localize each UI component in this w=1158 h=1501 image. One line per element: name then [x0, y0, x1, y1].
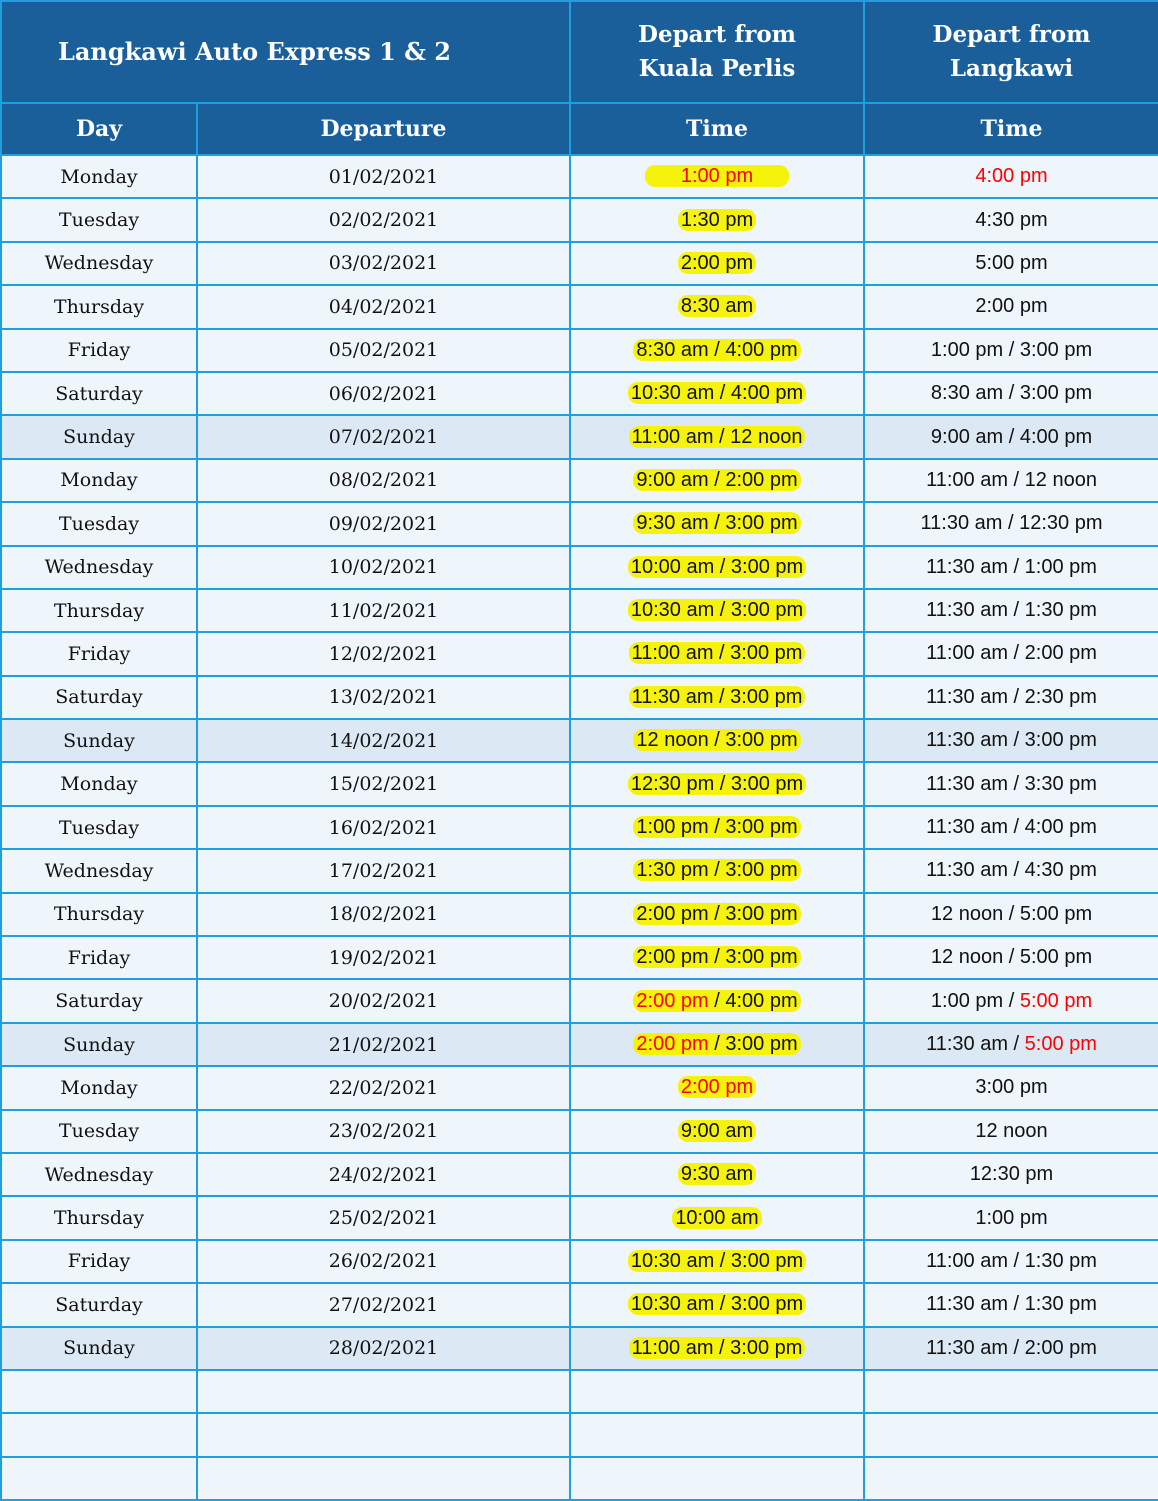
table-row — [1, 719, 1158, 762]
time-segment: 1:30 pm — [680, 208, 754, 231]
time-highlight — [629, 686, 806, 708]
kuala-perlis-time-cell — [570, 242, 864, 285]
day-cell: Wednesday — [1, 242, 197, 285]
time-highlight — [678, 209, 756, 231]
time-highlight — [629, 1337, 806, 1359]
time-segment: / 4:00 pm — [708, 989, 798, 1012]
col-day-header: Day — [1, 103, 197, 155]
table-row — [1, 1196, 1158, 1239]
time-segment: 1:00 pm — [680, 165, 754, 188]
time-segment: 12:30 pm — [969, 1163, 1054, 1186]
langkawi-time-cell — [864, 893, 1158, 936]
empty-cell — [197, 1370, 570, 1413]
empty-cell — [570, 1413, 864, 1456]
header-row-2 — [1, 103, 1158, 155]
time-segment: 10:00 am — [675, 1206, 759, 1229]
day-cell: Saturday — [1, 372, 197, 415]
time-highlight — [628, 773, 806, 795]
day-cell: Sunday — [1, 1327, 197, 1370]
time-segment: 12 noon / 3:00 pm — [636, 729, 798, 752]
time-segment: 12 noon — [975, 1119, 1048, 1142]
time-segment: 11:00 am / 12 noon — [926, 468, 1097, 491]
empty-cell — [864, 1413, 1158, 1456]
time-highlight — [672, 1207, 761, 1229]
kuala-perlis-time-cell — [570, 589, 864, 632]
langkawi-time-cell — [864, 372, 1158, 415]
table-row — [1, 893, 1158, 936]
depart-lk-line1: Depart from — [932, 21, 1091, 48]
table-row — [1, 676, 1158, 719]
table-row — [1, 1153, 1158, 1196]
time-highlight — [633, 339, 800, 361]
kuala-perlis-time-cell — [570, 329, 864, 372]
time-segment: 8:30 am — [680, 295, 754, 318]
empty-cell — [197, 1413, 570, 1456]
langkawi-time-cell — [864, 459, 1158, 502]
depart-kp-line2: Kuala Perlis — [638, 55, 796, 82]
day-cell: Sunday — [1, 1023, 197, 1066]
table-row — [1, 242, 1158, 285]
time-segment: 11:00 am / 2:00 pm — [926, 642, 1097, 665]
kuala-perlis-time-cell — [570, 502, 864, 545]
time-highlight — [633, 859, 800, 881]
day-cell: Thursday — [1, 589, 197, 632]
kuala-perlis-time-cell — [570, 632, 864, 675]
langkawi-time-cell — [864, 415, 1158, 458]
day-cell: Friday — [1, 1240, 197, 1283]
time-segment: 2:00 pm / 3:00 pm — [636, 946, 798, 969]
day-cell: Monday — [1, 1066, 197, 1109]
day-cell: Tuesday — [1, 502, 197, 545]
time-highlight — [633, 729, 800, 751]
kuala-perlis-time-cell — [570, 372, 864, 415]
table-row — [1, 329, 1158, 372]
langkawi-time-cell — [864, 632, 1158, 675]
day-cell: Saturday — [1, 676, 197, 719]
time-segment: 8:30 am / 3:00 pm — [930, 382, 1093, 405]
time-segment: 4:30 pm — [975, 208, 1048, 231]
departure-date-cell: 03/02/2021 — [197, 242, 570, 285]
day-cell: Monday — [1, 459, 197, 502]
langkawi-time-cell — [864, 1066, 1158, 1109]
time-highlight — [628, 1250, 806, 1272]
kuala-perlis-time-cell — [570, 936, 864, 979]
table-row — [1, 1066, 1158, 1109]
langkawi-time-cell — [864, 198, 1158, 241]
header-row-1 — [1, 1, 1158, 103]
departure-date-cell: 08/02/2021 — [197, 459, 570, 502]
table-row — [1, 198, 1158, 241]
langkawi-time-cell — [864, 1327, 1158, 1370]
day-cell: Monday — [1, 155, 197, 198]
time-segment: 11:30 am / 1:00 pm — [926, 555, 1097, 578]
time-segment: 9:00 am — [680, 1119, 754, 1142]
departure-date-cell: 06/02/2021 — [197, 372, 570, 415]
time-segment: 4:00 pm — [975, 165, 1048, 188]
departure-date-cell: 10/02/2021 — [197, 546, 570, 589]
departure-date-cell: 24/02/2021 — [197, 1153, 570, 1196]
table-row — [1, 155, 1158, 198]
time-highlight — [633, 469, 800, 491]
departure-date-cell: 12/02/2021 — [197, 632, 570, 675]
table-row — [1, 762, 1158, 805]
time-highlight — [678, 1163, 756, 1185]
time-highlight — [628, 599, 806, 621]
kuala-perlis-time-cell — [570, 1110, 864, 1153]
time-segment: 11:00 am / 3:00 pm — [631, 1336, 803, 1359]
day-cell: Friday — [1, 632, 197, 675]
langkawi-time-cell — [864, 242, 1158, 285]
time-segment: 2:00 pm — [680, 251, 754, 274]
time-highlight — [678, 252, 756, 274]
depart-kp-line1: Depart from — [638, 21, 797, 48]
day-cell: Wednesday — [1, 849, 197, 892]
time-segment: 1:00 pm / 3:00 pm — [930, 338, 1093, 361]
table-row — [1, 1110, 1158, 1153]
departure-date-cell: 27/02/2021 — [197, 1283, 570, 1326]
time-segment: 11:30 am / 2:00 pm — [926, 1336, 1097, 1359]
day-cell: Sunday — [1, 415, 197, 458]
kuala-perlis-time-cell — [570, 1153, 864, 1196]
time-segment: 9:30 am / 3:00 pm — [636, 512, 798, 535]
time-segment: 2:00 pm — [975, 295, 1048, 318]
empty-row — [1, 1370, 1158, 1413]
day-cell: Thursday — [1, 893, 197, 936]
col-departure-header: Departure — [197, 103, 570, 155]
departure-date-cell: 13/02/2021 — [197, 676, 570, 719]
departure-date-cell: 18/02/2021 — [197, 893, 570, 936]
time-segment: 10:30 am / 3:00 pm — [630, 1249, 804, 1272]
departure-date-cell: 09/02/2021 — [197, 502, 570, 545]
time-segment: 11:30 am / 4:00 pm — [926, 816, 1097, 839]
time-highlight — [678, 1120, 756, 1142]
time-segment: 1:00 pm — [975, 1206, 1048, 1229]
depart-lk-line2: Langkawi — [949, 55, 1074, 82]
time-segment: 1:00 pm / 3:00 pm — [636, 816, 798, 839]
departure-date-cell: 02/02/2021 — [197, 198, 570, 241]
departure-date-cell: 28/02/2021 — [197, 1327, 570, 1370]
time-segment: 11:30 am / — [926, 1033, 1025, 1055]
empty-row — [1, 1457, 1158, 1500]
empty-cell — [197, 1457, 570, 1500]
kuala-perlis-time-cell — [570, 415, 864, 458]
day-cell: Saturday — [1, 1283, 197, 1326]
kuala-perlis-time-cell — [570, 719, 864, 762]
kuala-perlis-time-cell — [570, 676, 864, 719]
table-row — [1, 285, 1158, 328]
empty-cell — [1, 1413, 197, 1456]
table-row — [1, 979, 1158, 1022]
empty-row — [1, 1413, 1158, 1456]
day-cell: Saturday — [1, 979, 197, 1022]
time-segment: 12:30 pm / 3:00 pm — [630, 772, 804, 795]
langkawi-time-cell — [864, 589, 1158, 632]
table-row — [1, 632, 1158, 675]
kuala-perlis-time-cell — [570, 155, 864, 198]
table-row — [1, 1023, 1158, 1066]
time-segment: 2:00 pm — [636, 989, 709, 1012]
time-highlight — [628, 382, 806, 404]
time-highlight — [629, 642, 806, 664]
time-segment: 8:30 am / 4:00 pm — [636, 338, 798, 361]
table-row — [1, 546, 1158, 589]
time-segment: 11:30 am / 3:30 pm — [926, 772, 1097, 795]
departure-date-cell: 16/02/2021 — [197, 806, 570, 849]
kuala-perlis-time-cell — [570, 1023, 864, 1066]
departure-date-cell: 17/02/2021 — [197, 849, 570, 892]
time-segment: 9:00 am / 2:00 pm — [636, 468, 798, 491]
time-highlight — [633, 512, 800, 534]
time-segment: 10:00 am / 3:00 pm — [630, 555, 804, 578]
langkawi-time-cell — [864, 155, 1158, 198]
time-highlight — [633, 903, 800, 925]
departure-date-cell: 22/02/2021 — [197, 1066, 570, 1109]
time-segment: 2:00 pm / 3:00 pm — [636, 902, 798, 925]
kuala-perlis-time-cell — [570, 1066, 864, 1109]
time-segment: 12 noon / 5:00 pm — [930, 902, 1093, 925]
time-highlight — [633, 990, 800, 1012]
time-highlight — [633, 1033, 800, 1055]
schedule-body — [1, 155, 1158, 1500]
kuala-perlis-time-cell — [570, 459, 864, 502]
time-highlight — [645, 165, 789, 187]
time-segment: 11:30 am / 3:00 pm — [926, 729, 1097, 752]
day-cell: Monday — [1, 762, 197, 805]
time-highlight — [633, 946, 800, 968]
langkawi-time-cell — [864, 285, 1158, 328]
langkawi-time-cell — [864, 849, 1158, 892]
kuala-perlis-time-cell — [570, 1196, 864, 1239]
departure-date-cell: 11/02/2021 — [197, 589, 570, 632]
departure-date-cell: 05/02/2021 — [197, 329, 570, 372]
departure-date-cell: 21/02/2021 — [197, 1023, 570, 1066]
time-segment: 11:30 am / 12:30 pm — [920, 512, 1103, 535]
table-row — [1, 589, 1158, 632]
langkawi-time-cell — [864, 329, 1158, 372]
langkawi-time-cell — [864, 1196, 1158, 1239]
time-segment: 11:00 am / 12 noon — [631, 425, 803, 448]
langkawi-time-cell — [864, 979, 1158, 1022]
day-cell: Tuesday — [1, 198, 197, 241]
table-row — [1, 1327, 1158, 1370]
kuala-perlis-time-cell — [570, 893, 864, 936]
day-cell: Thursday — [1, 1196, 197, 1239]
empty-cell — [570, 1370, 864, 1413]
time-segment: 2:00 pm — [680, 1076, 754, 1099]
langkawi-time-cell — [864, 806, 1158, 849]
time-segment: 1:30 pm / 3:00 pm — [636, 859, 798, 882]
departure-date-cell: 07/02/2021 — [197, 415, 570, 458]
langkawi-time-cell — [864, 1283, 1158, 1326]
langkawi-time-cell — [864, 936, 1158, 979]
time-segment: 11:30 am / 4:30 pm — [926, 859, 1097, 882]
departure-date-cell: 25/02/2021 — [197, 1196, 570, 1239]
langkawi-time-cell — [864, 1240, 1158, 1283]
langkawi-time-cell — [864, 1023, 1158, 1066]
schedule-title: Langkawi Auto Express 1 & 2 — [1, 1, 570, 103]
table-row — [1, 502, 1158, 545]
table-row — [1, 806, 1158, 849]
table-row — [1, 459, 1158, 502]
kuala-perlis-time-cell — [570, 546, 864, 589]
time-segment: 9:00 am / 4:00 pm — [930, 425, 1093, 448]
empty-cell — [864, 1457, 1158, 1500]
time-highlight — [633, 816, 800, 838]
day-cell: Friday — [1, 936, 197, 979]
kuala-perlis-time-cell — [570, 1240, 864, 1283]
time-segment: 11:30 am / 3:00 pm — [631, 685, 803, 708]
time-segment: 2:00 pm — [636, 1033, 709, 1055]
langkawi-time-cell — [864, 762, 1158, 805]
kuala-perlis-time-cell — [570, 285, 864, 328]
empty-cell — [1, 1457, 197, 1500]
time-segment: 9:30 am — [680, 1163, 754, 1186]
time-highlight — [678, 295, 756, 317]
time-segment: 5:00 pm — [975, 251, 1048, 274]
col-time-kp-header: Time — [570, 103, 864, 155]
langkawi-time-cell — [864, 1110, 1158, 1153]
langkawi-time-cell — [864, 676, 1158, 719]
table-row — [1, 849, 1158, 892]
langkawi-time-cell — [864, 546, 1158, 589]
time-segment: 11:00 am / 1:30 pm — [926, 1249, 1097, 1272]
time-segment: 5:00 pm — [1024, 1033, 1097, 1055]
departure-date-cell: 01/02/2021 — [197, 155, 570, 198]
time-segment: 1:00 pm / — [930, 989, 1020, 1012]
empty-cell — [864, 1370, 1158, 1413]
empty-cell — [1, 1370, 197, 1413]
departure-date-cell: 15/02/2021 — [197, 762, 570, 805]
kuala-perlis-time-cell — [570, 1327, 864, 1370]
table-row — [1, 372, 1158, 415]
kuala-perlis-time-cell — [570, 1283, 864, 1326]
day-cell: Tuesday — [1, 806, 197, 849]
day-cell: Thursday — [1, 285, 197, 328]
departure-date-cell: 04/02/2021 — [197, 285, 570, 328]
time-segment: 10:30 am / 3:00 pm — [630, 1293, 804, 1316]
departure-date-cell: 14/02/2021 — [197, 719, 570, 762]
time-segment: 10:30 am / 4:00 pm — [630, 382, 804, 405]
day-cell: Tuesday — [1, 1110, 197, 1153]
table-row — [1, 1240, 1158, 1283]
depart-kuala-perlis-header — [570, 1, 864, 103]
table-row — [1, 936, 1158, 979]
time-segment: 11:30 am / 1:30 pm — [926, 599, 1097, 622]
day-cell: Sunday — [1, 719, 197, 762]
day-cell: Wednesday — [1, 1153, 197, 1196]
table-row — [1, 415, 1158, 458]
time-segment: 3:00 pm — [975, 1076, 1048, 1099]
col-time-lk-header: Time — [864, 103, 1158, 155]
langkawi-time-cell — [864, 1153, 1158, 1196]
langkawi-time-cell — [864, 719, 1158, 762]
time-highlight — [629, 426, 806, 448]
departure-date-cell: 23/02/2021 — [197, 1110, 570, 1153]
time-highlight — [678, 1076, 756, 1098]
time-highlight — [628, 556, 806, 578]
departure-date-cell: 20/02/2021 — [197, 979, 570, 1022]
time-segment: 11:30 am / 1:30 pm — [926, 1293, 1097, 1316]
kuala-perlis-time-cell — [570, 979, 864, 1022]
empty-cell — [570, 1457, 864, 1500]
depart-langkawi-header — [864, 1, 1158, 103]
time-segment: 12 noon / 5:00 pm — [930, 946, 1093, 969]
time-segment: 5:00 pm — [1019, 989, 1093, 1012]
time-segment: 11:00 am / 3:00 pm — [631, 642, 803, 665]
kuala-perlis-time-cell — [570, 849, 864, 892]
time-highlight — [628, 1293, 806, 1315]
time-segment: / 3:00 pm — [708, 1033, 798, 1055]
kuala-perlis-time-cell — [570, 806, 864, 849]
time-segment: 10:30 am / 3:00 pm — [630, 599, 804, 622]
time-segment: 11:30 am / 2:30 pm — [926, 685, 1097, 708]
departure-date-cell: 19/02/2021 — [197, 936, 570, 979]
kuala-perlis-time-cell — [570, 198, 864, 241]
table-row — [1, 1283, 1158, 1326]
day-cell: Wednesday — [1, 546, 197, 589]
kuala-perlis-time-cell — [570, 762, 864, 805]
day-cell: Friday — [1, 329, 197, 372]
departure-date-cell: 26/02/2021 — [197, 1240, 570, 1283]
langkawi-time-cell — [864, 502, 1158, 545]
